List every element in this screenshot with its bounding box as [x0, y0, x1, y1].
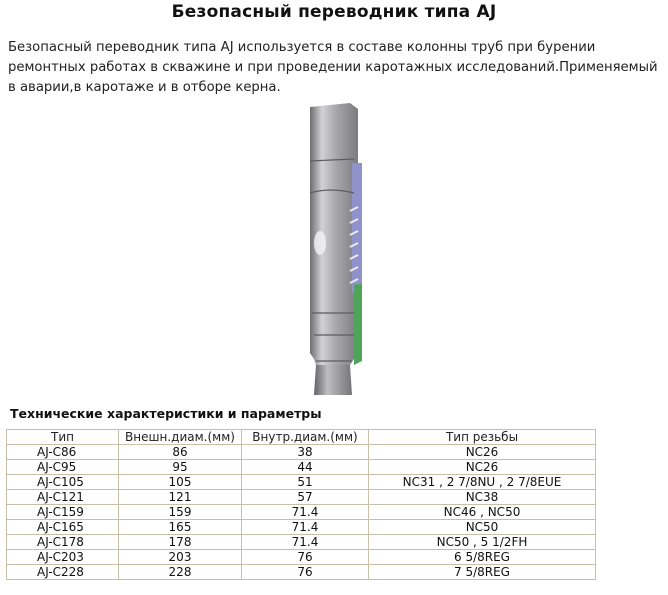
- column-header-inner-diameter: Внутр.диам.(мм): [242, 430, 369, 445]
- cell-inner-diameter: 57: [242, 490, 369, 505]
- cell-outer-diameter: 178: [119, 535, 242, 550]
- cell-type: AJ-C159: [7, 505, 119, 520]
- page-title: Безопасный переводник типа AJ: [171, 2, 497, 22]
- cell-type: AJ-C95: [7, 460, 119, 475]
- table-row: [7, 565, 596, 580]
- cell-type: AJ-C86: [7, 445, 119, 460]
- cell-thread-type: NC50: [369, 520, 596, 535]
- column-header-type: Тип: [7, 430, 119, 445]
- cell-outer-diameter: 159: [119, 505, 242, 520]
- intro-paragraph: Безопасный переводник типа AJ используется в составе колонны труб при бурении ремонтных работах в скважине и при проведении каротажных исследований.Применяемый в аварии,в каротаже и в отборе керна.: [8, 40, 658, 95]
- cell-outer-diameter: 165: [119, 520, 242, 535]
- cell-thread-type: NC26: [369, 445, 596, 460]
- cell-inner-diameter: 71.4: [242, 535, 369, 550]
- cell-inner-diameter: 76: [242, 565, 369, 580]
- table-row: [7, 505, 596, 520]
- table-row: [7, 475, 596, 490]
- cell-thread-type: NC38: [369, 490, 596, 505]
- cell-thread-type: NC26: [369, 460, 596, 475]
- cell-inner-diameter: 76: [242, 550, 369, 565]
- safety-joint-illustration: [296, 103, 376, 395]
- table-row: [7, 445, 596, 460]
- cell-outer-diameter: 105: [119, 475, 242, 490]
- cell-inner-diameter: 71.4: [242, 520, 369, 535]
- cell-outer-diameter: 86: [119, 445, 242, 460]
- cell-type: AJ-C121: [7, 490, 119, 505]
- cell-inner-diameter: 44: [242, 460, 369, 475]
- cell-inner-diameter: 51: [242, 475, 369, 490]
- cell-outer-diameter: 228: [119, 565, 242, 580]
- table-row: [7, 550, 596, 565]
- specs-table: [6, 429, 596, 580]
- cell-outer-diameter: 95: [119, 460, 242, 475]
- cell-thread-type: NC31 , 2 7/8NU , 2 7/8EUE: [369, 475, 596, 490]
- cell-outer-diameter: 203: [119, 550, 242, 565]
- cell-inner-diameter: 71.4: [242, 505, 369, 520]
- cell-inner-diameter: 38: [242, 445, 369, 460]
- cell-type: AJ-C105: [7, 475, 119, 490]
- table-row: [7, 490, 596, 505]
- cell-type: AJ-C178: [7, 535, 119, 550]
- cell-type: AJ-C228: [7, 565, 119, 580]
- safety-joint-drawing-icon: [296, 103, 376, 395]
- table-row: [7, 520, 596, 535]
- cell-type: AJ-C203: [7, 550, 119, 565]
- table-row: [7, 535, 596, 550]
- cell-thread-type: 6 5/8REG: [369, 550, 596, 565]
- table-row: [7, 460, 596, 475]
- column-header-outer-diameter: Внешн.диам.(мм): [119, 430, 242, 445]
- cell-thread-type: NC46 , NC50: [369, 505, 596, 520]
- cell-type: AJ-C165: [7, 520, 119, 535]
- cell-thread-type: 7 5/8REG: [369, 565, 596, 580]
- specs-heading: Технические характеристики и параметры: [10, 406, 322, 421]
- cell-thread-type: NC50 , 5 1/2FH: [369, 535, 596, 550]
- column-header-thread-type: Тип резьбы: [369, 430, 596, 445]
- cell-outer-diameter: 121: [119, 490, 242, 505]
- table-header-row: [7, 430, 596, 445]
